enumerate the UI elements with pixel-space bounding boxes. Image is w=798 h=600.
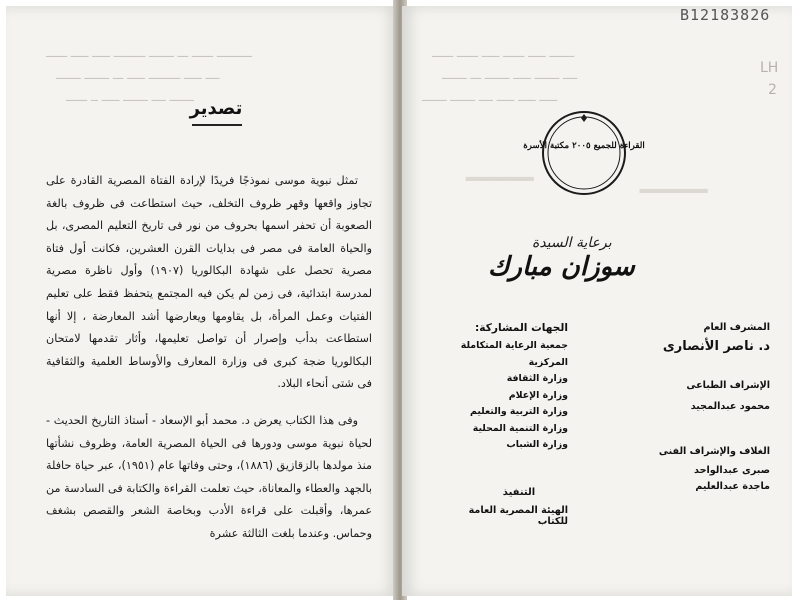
partner-item: وزارة الثقافة [506, 373, 568, 384]
left-page [6, 6, 398, 596]
page-heading: تصدير [189, 98, 243, 119]
preface-paragraph-2: وفى هذا الكتاب يعرض د. محمد أبو الإسعاد - أستاذ التاريخ الحديث - لحياة نبوية موسى ودورها فى الحياة المصرية العامة، وظروف نشأتها منذ مولدها بالزقازيق (١٨٨٦)، وحتى وفاتها عام (١٩٥١)، عبر حياة حافلة بالجهد والعطاء والمعاناة، حيث تعلمت القراءة والكتابة فى السادسة من عمرها، وأقبلت على قراءة الأدب وبخاصة الشعر والقصص بشغف وحماس. وعندما بلغت الثالثة عشرة [46, 413, 372, 540]
preface-paragraph-1: تمثل نبوية موسى نموذجًا فريدًا لإرادة الفتاة المصرية القادرة على تجاوز واقعها وقهر ظروف التخلف، حيث استطاعت فى ظروف بالغة الصعوبة أن تحفر اسمها بحروف من نور فى تاريخ التعليم المصرى، بل والحياة العامة فى مصر فى بدايات القرن العشرين، فكانت أول فتاة مصرية تحصل على شهادة البكالوريا (١٩٠٧) وأول ناظرة مصرية لمدرسة ابتدائية، فى زمن لم يكن فيه المجتمع يتحفظ فقط على تعليم الفتيات وعمل المرأة، بل يقاومها ويعارضها أشد المعارضة ، إلا أنها استطاعت بدأب وإصرار أن تواصل تعليمها، وأثار تقدمها لامتحان البكالوريا ضجة كبرى فى وزارة المعارف والأوساط العلمية والثقافية فى شتى أنحاء البلاد. [46, 174, 373, 391]
partners-label: الجهات المشاركة: [475, 322, 568, 334]
general-supervisor-label: المشرف العام [703, 322, 770, 333]
bleed-through-text: ــــ ـــــــ ـــــ ـــــــ ـــ ـــــــ [442, 68, 578, 82]
preface-body [46, 170, 372, 560]
patron-name: سوزان مبارك [488, 252, 635, 282]
library-stamp-code: B12183826 [680, 6, 771, 24]
reading-for-all-seal [523, 110, 645, 196]
cover-name-1: صبرى عبدالواحد [694, 465, 770, 476]
patron-label: برعاية السيدة [532, 235, 612, 251]
general-supervisor-name: د. ناصر الأنصارى [662, 339, 770, 354]
credits-column-partners [436, 322, 568, 454]
cover-label: الغلاف والإشراف الفنى [658, 446, 770, 457]
bleed-through-text: ــــــــــ ــــــ ـــ ـــــــ ـــــــــ ـــــ ـــــ ــــــ [46, 46, 252, 60]
credits-column-right [648, 322, 770, 492]
bleed-through-text: ـــــــ ـــــ ــــــ ـــــ ــــــ ــــــ [432, 46, 575, 60]
partner-item: وزارة الإعلام [508, 389, 568, 401]
execution-name: الهيئة المصرية العامة للكتاب [468, 505, 568, 527]
partner-item: وزارة الشباب [506, 439, 568, 450]
execution-label: التنفيذ [502, 487, 536, 498]
partner-item: وزارة التربية والتعليم [469, 406, 568, 417]
print-supervision-label: الإشراف الطباعى [686, 380, 770, 391]
heading-underline [192, 124, 242, 126]
partner-item: وزارة التنمية المحلية [472, 422, 568, 434]
bleed-through-text: ــــ ـــــ ـــــــــ ـــــ ـــ ـــــــ ـــــــ [56, 68, 220, 82]
watermark-decoration: ـــــ [640, 150, 708, 204]
bleed-through-text: ـــــ ـــــ ـــــ ــــ ـــــــ ـــــــ [422, 90, 558, 104]
cover-name-2: ماجدة عبدالعليم [695, 481, 770, 492]
watermark-decoration: ـــــ [466, 138, 534, 192]
seal-text: القراءة للجميع ٢٠٠٥ مكتبة الأسرة [523, 141, 645, 151]
pencil-mark: 2 [768, 82, 777, 98]
partner-item: جمعية الرعاية المتكاملة المركزية [460, 340, 568, 368]
print-supervision-name: محمود عبدالمجيد [690, 401, 770, 412]
bleed-through-text: ـــــــ ــــ ـــــــ ـــــ ــ ــــــ [66, 90, 195, 104]
pencil-mark: LH [760, 60, 779, 76]
